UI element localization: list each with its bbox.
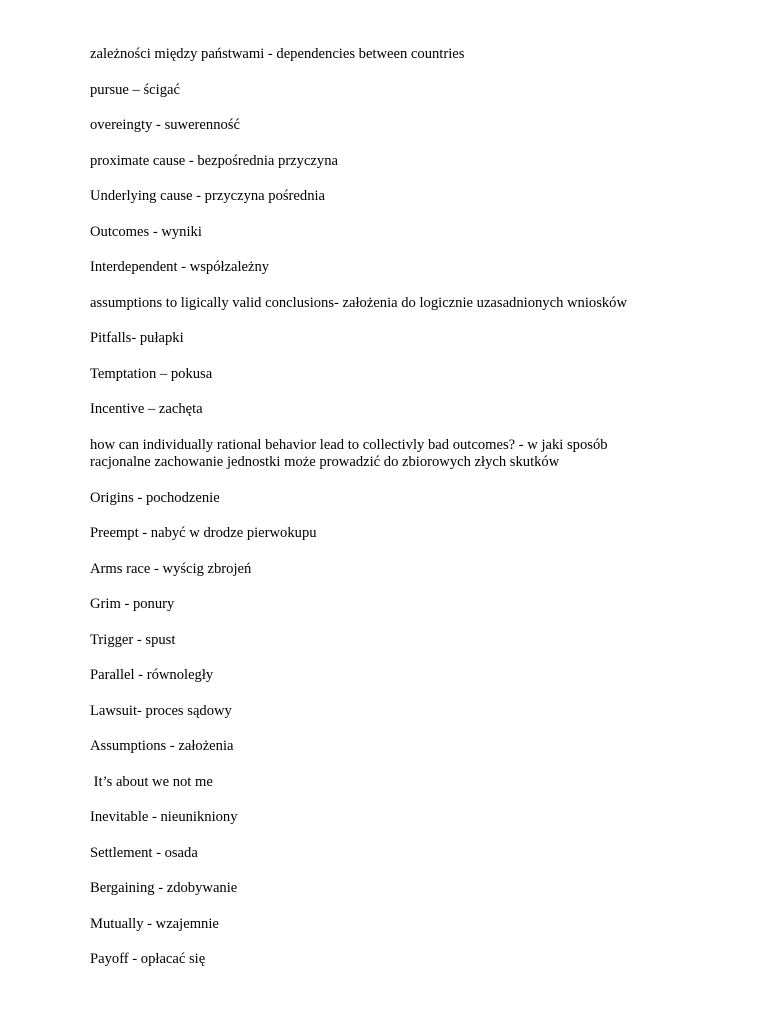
vocabulary-list [90, 46, 670, 987]
vocab-entry: how can individually rational behavior lead to collectivly bad outcomes? - w jaki sposób racjonalne zachowanie jednostki może prowadzić do zbiorowych złych skutków [90, 436, 612, 470]
vocab-entry: Outcomes - wyniki [90, 223, 202, 240]
vocab-entry: Trigger - spust [90, 631, 176, 648]
vocab-entry: Mutually - wzajemnie [90, 915, 219, 932]
vocab-entry: Inevitable - nieunikniony [90, 809, 238, 825]
vocab-entry: Assumptions - założenia [90, 738, 234, 754]
vocab-entry: proximate cause - bezpośrednia przyczyna [90, 152, 338, 169]
vocab-entry: Incentive – zachęta [90, 401, 203, 417]
vocab-entry: Settlement - osada [90, 844, 198, 861]
vocab-entry: Lawsuit- proces sądowy [90, 702, 232, 719]
vocab-entry: Pitfalls- pułapki [90, 330, 184, 346]
vocab-entry: overeingty - suwerenność [90, 117, 240, 133]
vocab-entry: Temptation – pokusa [90, 365, 213, 382]
vocab-entry: Bergaining - zdobywanie [90, 880, 238, 896]
vocab-entry: Origins - pochodzenie [90, 489, 220, 506]
vocab-entry: Interdependent - współzależny [90, 259, 270, 275]
vocab-entry: Payoff - opłacać się [90, 951, 206, 967]
vocab-entry: Grim - ponury [90, 596, 175, 612]
vocab-entry: Underlying cause - przyczyna pośrednia [90, 188, 326, 204]
vocab-entry: Arms race - wyścig zbrojeń [90, 560, 252, 577]
vocab-entry: Preempt - nabyć w drodze pierwokupu [90, 525, 317, 541]
vocab-entry: pursue – ścigać [90, 81, 180, 98]
vocab-entry: It’s about we not me [90, 773, 213, 790]
vocab-entry: Parallel - równoległy [90, 667, 214, 683]
vocab-entry: assumptions to ligically valid conclusions- założenia do logicznie uzasadnionych wniosków [90, 294, 628, 311]
vocab-entry: zależności między państwami - dependencies between countries [90, 46, 465, 62]
